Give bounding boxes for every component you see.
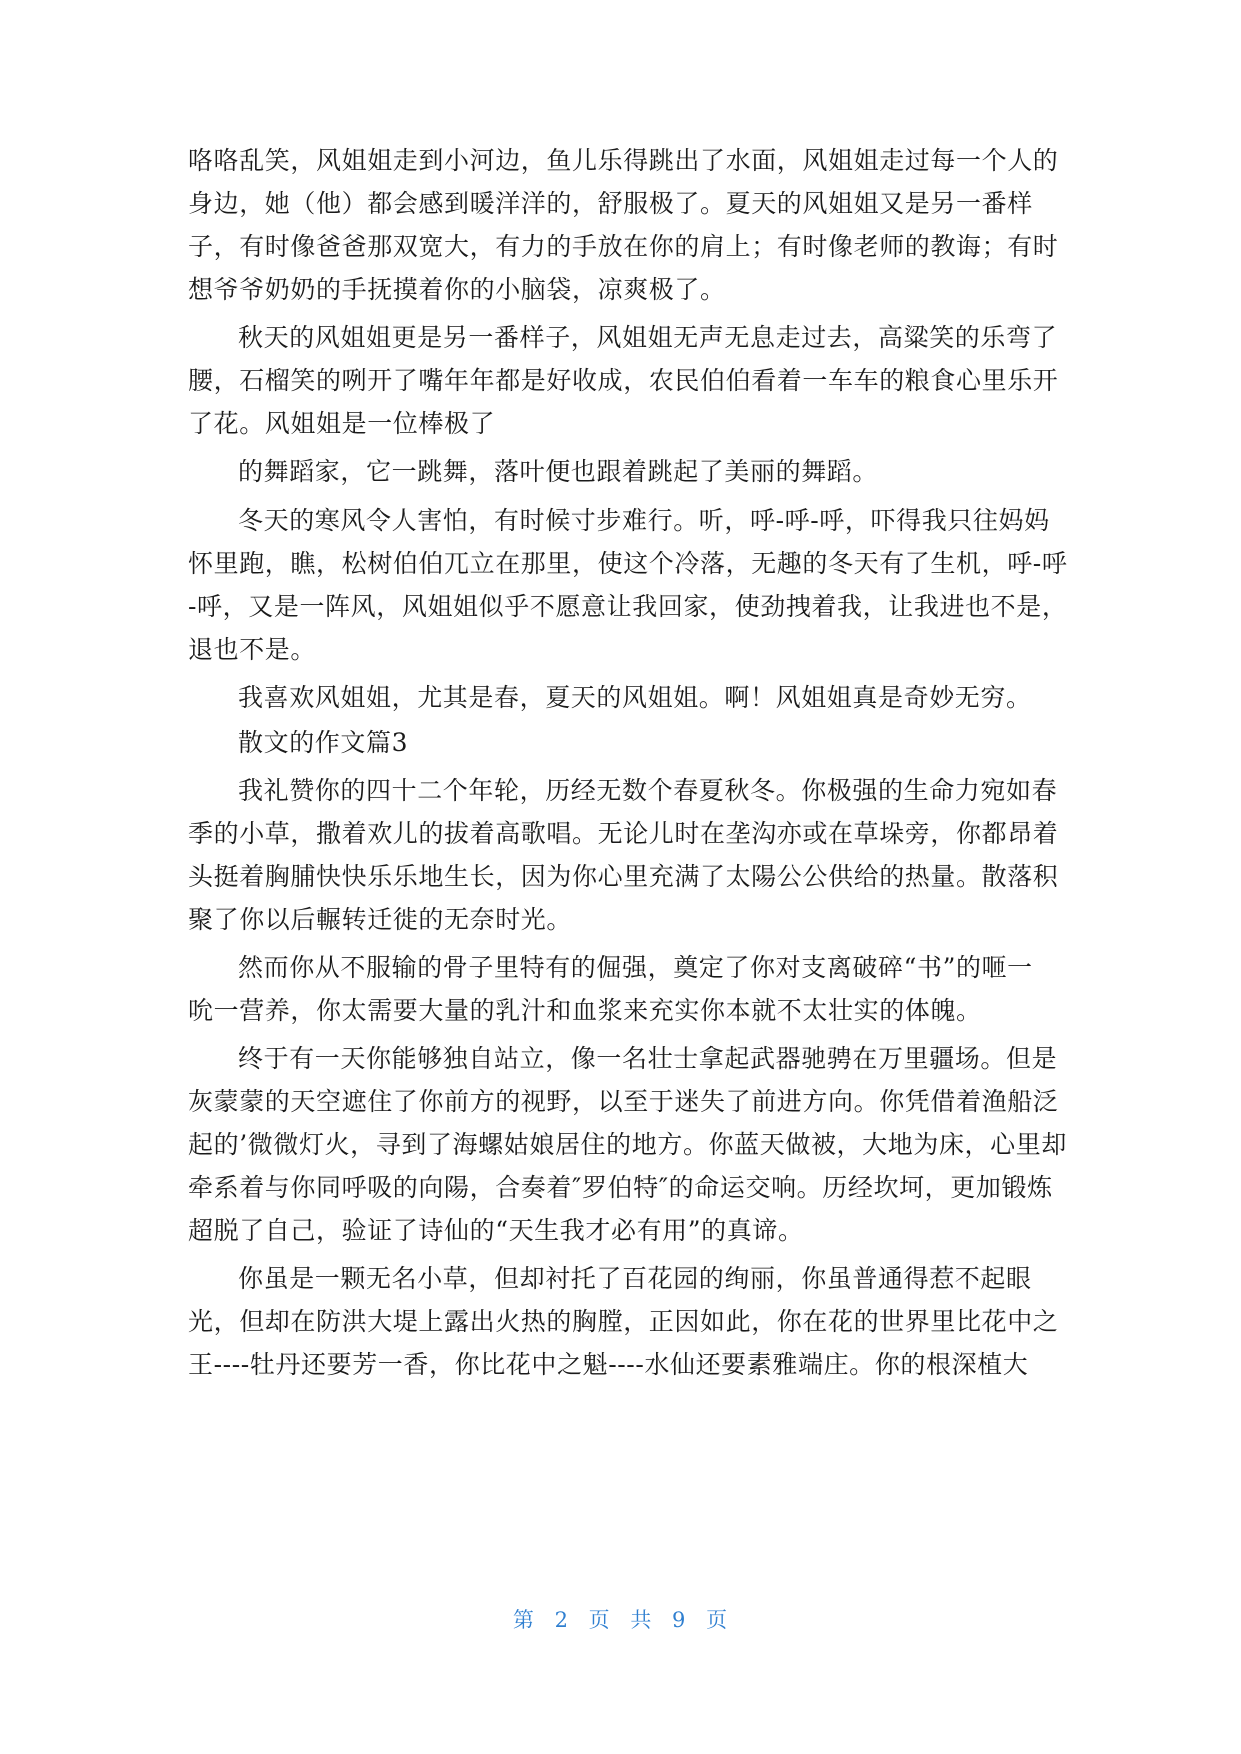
paragraph-start-line: 我礼赞你的四十二个年轮，历经无数个春夏秋冬。你极强的生命力宛如春 <box>238 776 1058 805</box>
current-page-number: 2 <box>554 1608 569 1632</box>
text-line: 怀里跑，瞧，松树伯伯兀立在那里，使这个冷落，无趣的冬天有了生机，呼-呼 <box>188 549 1068 578</box>
text-line: -呼，又是一阵风，风姐姐似乎不愿意让我回家，使劲拽着我，让我进也不是， <box>188 592 1068 621</box>
text-line: 起的’微微灯火，寻到了海螺姑娘居住的地方。你蓝天做被，大地为床，心里却 <box>188 1130 1067 1159</box>
paragraph-start-line: 然而你从不服输的骨子里特有的倔强，奠定了你对支离破碎“书”的咂一 <box>238 953 1033 982</box>
footer-ye: 页 <box>588 1608 611 1632</box>
text-line: 腰，石榴笑的咧开了嘴年年都是好收成，农民伯伯看着一车车的粮食心里乐开 <box>188 366 1059 395</box>
text-line: 头挺着胸脯快快乐乐地生长，因为你心里充满了太陽公公供给的热量。散落积 <box>188 862 1059 891</box>
text-line: 吮一营养，你太需要大量的乳汁和血浆来充实你本就不太壮实的体魄。 <box>188 996 982 1025</box>
text-line: 了花。风姐姐是一位棒极了 <box>188 409 496 438</box>
page-footer <box>0 1604 1241 1634</box>
paragraph-start-line: 你虽是一颗无名小草，但却衬托了百花园的绚丽，你虽普通得惹不起眼 <box>238 1264 1032 1293</box>
footer-di: 第 <box>512 1608 535 1632</box>
paragraph-start-line: 终于有一天你能够独自站立，像一名壮士拿起武器驰骋在万里疆场。但是 <box>238 1044 1058 1073</box>
text-line: 光，但却在防洪大堤上露出火热的胸膛，正因如此，你在花的世界里比花中之 <box>188 1307 1059 1336</box>
footer-gong: 共 <box>630 1608 653 1632</box>
text-line: 咯咯乱笑，风姐姐走到小河边，鱼儿乐得跳出了水面，风姐姐走过每一个人的 <box>188 146 1059 175</box>
text-line: 王----牡丹还要芳一香，你比花中之魁----水仙还要素雅端庄。你的根深植大 <box>188 1350 1029 1379</box>
text-line: 灰蒙蒙的天空遮住了你前方的视野，以至于迷失了前进方向。你凭借着渔船泛 <box>188 1087 1059 1116</box>
text-line: 身边，她（他）都会感到暖洋洋的，舒服极了。夏天的风姐姐又是另一番样 <box>188 189 1033 218</box>
section-heading: 散文的作文篇3 <box>238 728 409 757</box>
text-line: 牵系着与你同呼吸的向陽，合奏着″罗伯特″的命运交响。历经坎坷，更加锻炼 <box>188 1173 1053 1202</box>
text-line: 聚了你以后輾转迁徙的无奈时光。 <box>188 905 573 934</box>
text-line: 子，有时像爸爸那双宽大，有力的手放在你的肩上；有时像老师的教诲；有时 <box>188 232 1059 261</box>
text-line: 季的小草，撒着欢儿的拔着高歌唱。无论儿时在垄沟亦或在草垛旁，你都昂着 <box>188 819 1059 848</box>
footer-ye2: 页 <box>706 1608 729 1632</box>
text-line: 想爷爷奶奶的手抚摸着你的小脑袋，凉爽极了。 <box>188 275 726 304</box>
paragraph-start-line: 秋天的风姐姐更是另一番样子，风姐姐无声无息走过去，高粱笑的乐弯了 <box>238 323 1058 352</box>
paragraph-start-line: 的舞蹈家，它一跳舞，落叶便也跟着跳起了美丽的舞蹈。 <box>238 457 879 486</box>
total-page-count: 9 <box>672 1608 687 1632</box>
paragraph-start-line: 我喜欢风姐姐，尤其是春，夏天的风姐姐。啊！风姐姐真是奇妙无穷。 <box>238 683 1032 712</box>
paragraph-start-line: 冬天的寒风令人害怕，有时候寸步难行。听，呼-呼-呼，吓得我只往妈妈 <box>238 506 1050 535</box>
text-line: 退也不是。 <box>188 635 317 664</box>
text-line: 超脱了自己，验证了诗仙的“天生我才必有用”的真谛。 <box>188 1216 804 1245</box>
